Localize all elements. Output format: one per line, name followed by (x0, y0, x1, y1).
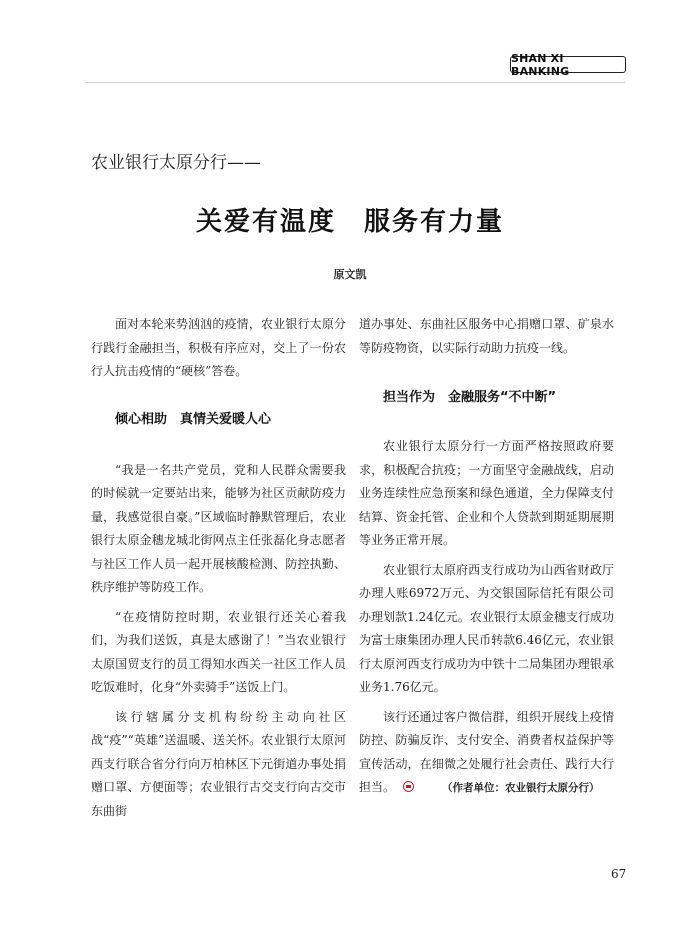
author-affiliation: （作者单位：农业银行太原分行） (442, 782, 600, 794)
end-mark-icon (403, 781, 414, 792)
page-number: 67 (611, 867, 627, 881)
body-paragraph: 农业银行太原府西支行成功为山西省财政厅办理人账6972万元、为交银国际信托有限公司办理划款1.24亿元。农业银行太原金穗支行成功为富士康集团办理人民币转款6.46亿元，农业银行太原河西支行成功为中铁十二局集团办理银承业务1.76亿元。 (359, 562, 614, 694)
left-column (91, 313, 346, 823)
intro-paragraph: 面对本轮来势汹汹的疫情，农业银行太原分行践行金融担当，积极有序应对，交上了一份农行人抗击疫情的“硬核”答卷。 (91, 317, 346, 378)
body-paragraph: 农业银行太原分行一方面严格按照政府要求，积极配合抗疫；一方面坚守金融战线，启动业务连续性应急预案和绿色通道，全力保障支付结算、资金托管、企业和个人贷款到期延期展期等业务正常开展。 (359, 439, 614, 547)
body-paragraph: “我是一名共产党员，党和人民群众需要我的时候就一定要站出来，能够为社区贡献防疫力量，我感觉很自豪。”区域临时静默管理后，农业银行太原金穗龙城北街网点主任张磊化身志愿者与社区工作人员一起开展核酸检测、防控执勤、秩序维护等防疫工作。 (91, 462, 346, 594)
body-paragraph-final (359, 706, 614, 801)
section-title-2: 担当作为 金融服务“不中断” (383, 390, 557, 405)
section-badge: SHAN XI BANKING (510, 56, 626, 73)
right-column (359, 313, 614, 801)
article-kicker: 农业银行太原分行—— (91, 153, 261, 173)
body-paragraph: “在疫情防控时期，农业银行还关心着我们，为我们送饭，真是太感谢了！”当农业银行太原国贸支行的员工得知水西关一社区工作人员吃饭难时，化身“外卖骑手”送饭上门。 (91, 609, 346, 694)
body-paragraph: 该行辖属分支机构纷纷主动向社区战“疫”“英雄”送温暖、送关怀。农业银行太原河西支行联合省分行向万柏林区下元街道办事处捐赠口罩、方便面等；农业银行古交支行向古交市东曲街 (91, 709, 346, 818)
article-title: 关爱有温度 服务有力量 (195, 207, 504, 237)
article-author: 原文凯 (333, 268, 367, 281)
continuation-paragraph: 道办事处、东曲社区服务中心捐赠口罩、矿泉水等防疫物资，以实际行动助力抗疫一线。 (359, 317, 614, 355)
section-title-1: 倾心相助 真情关爱暖人心 (115, 411, 272, 427)
header-rule (85, 82, 625, 83)
final-paragraph-text: 该行还通过客户微信群，组织开展线上疫情防控、防骗反诈、支付安全、消费者权益保护等宣传活动，在细微之处履行社会责任、践行大行担当。 (359, 709, 614, 794)
